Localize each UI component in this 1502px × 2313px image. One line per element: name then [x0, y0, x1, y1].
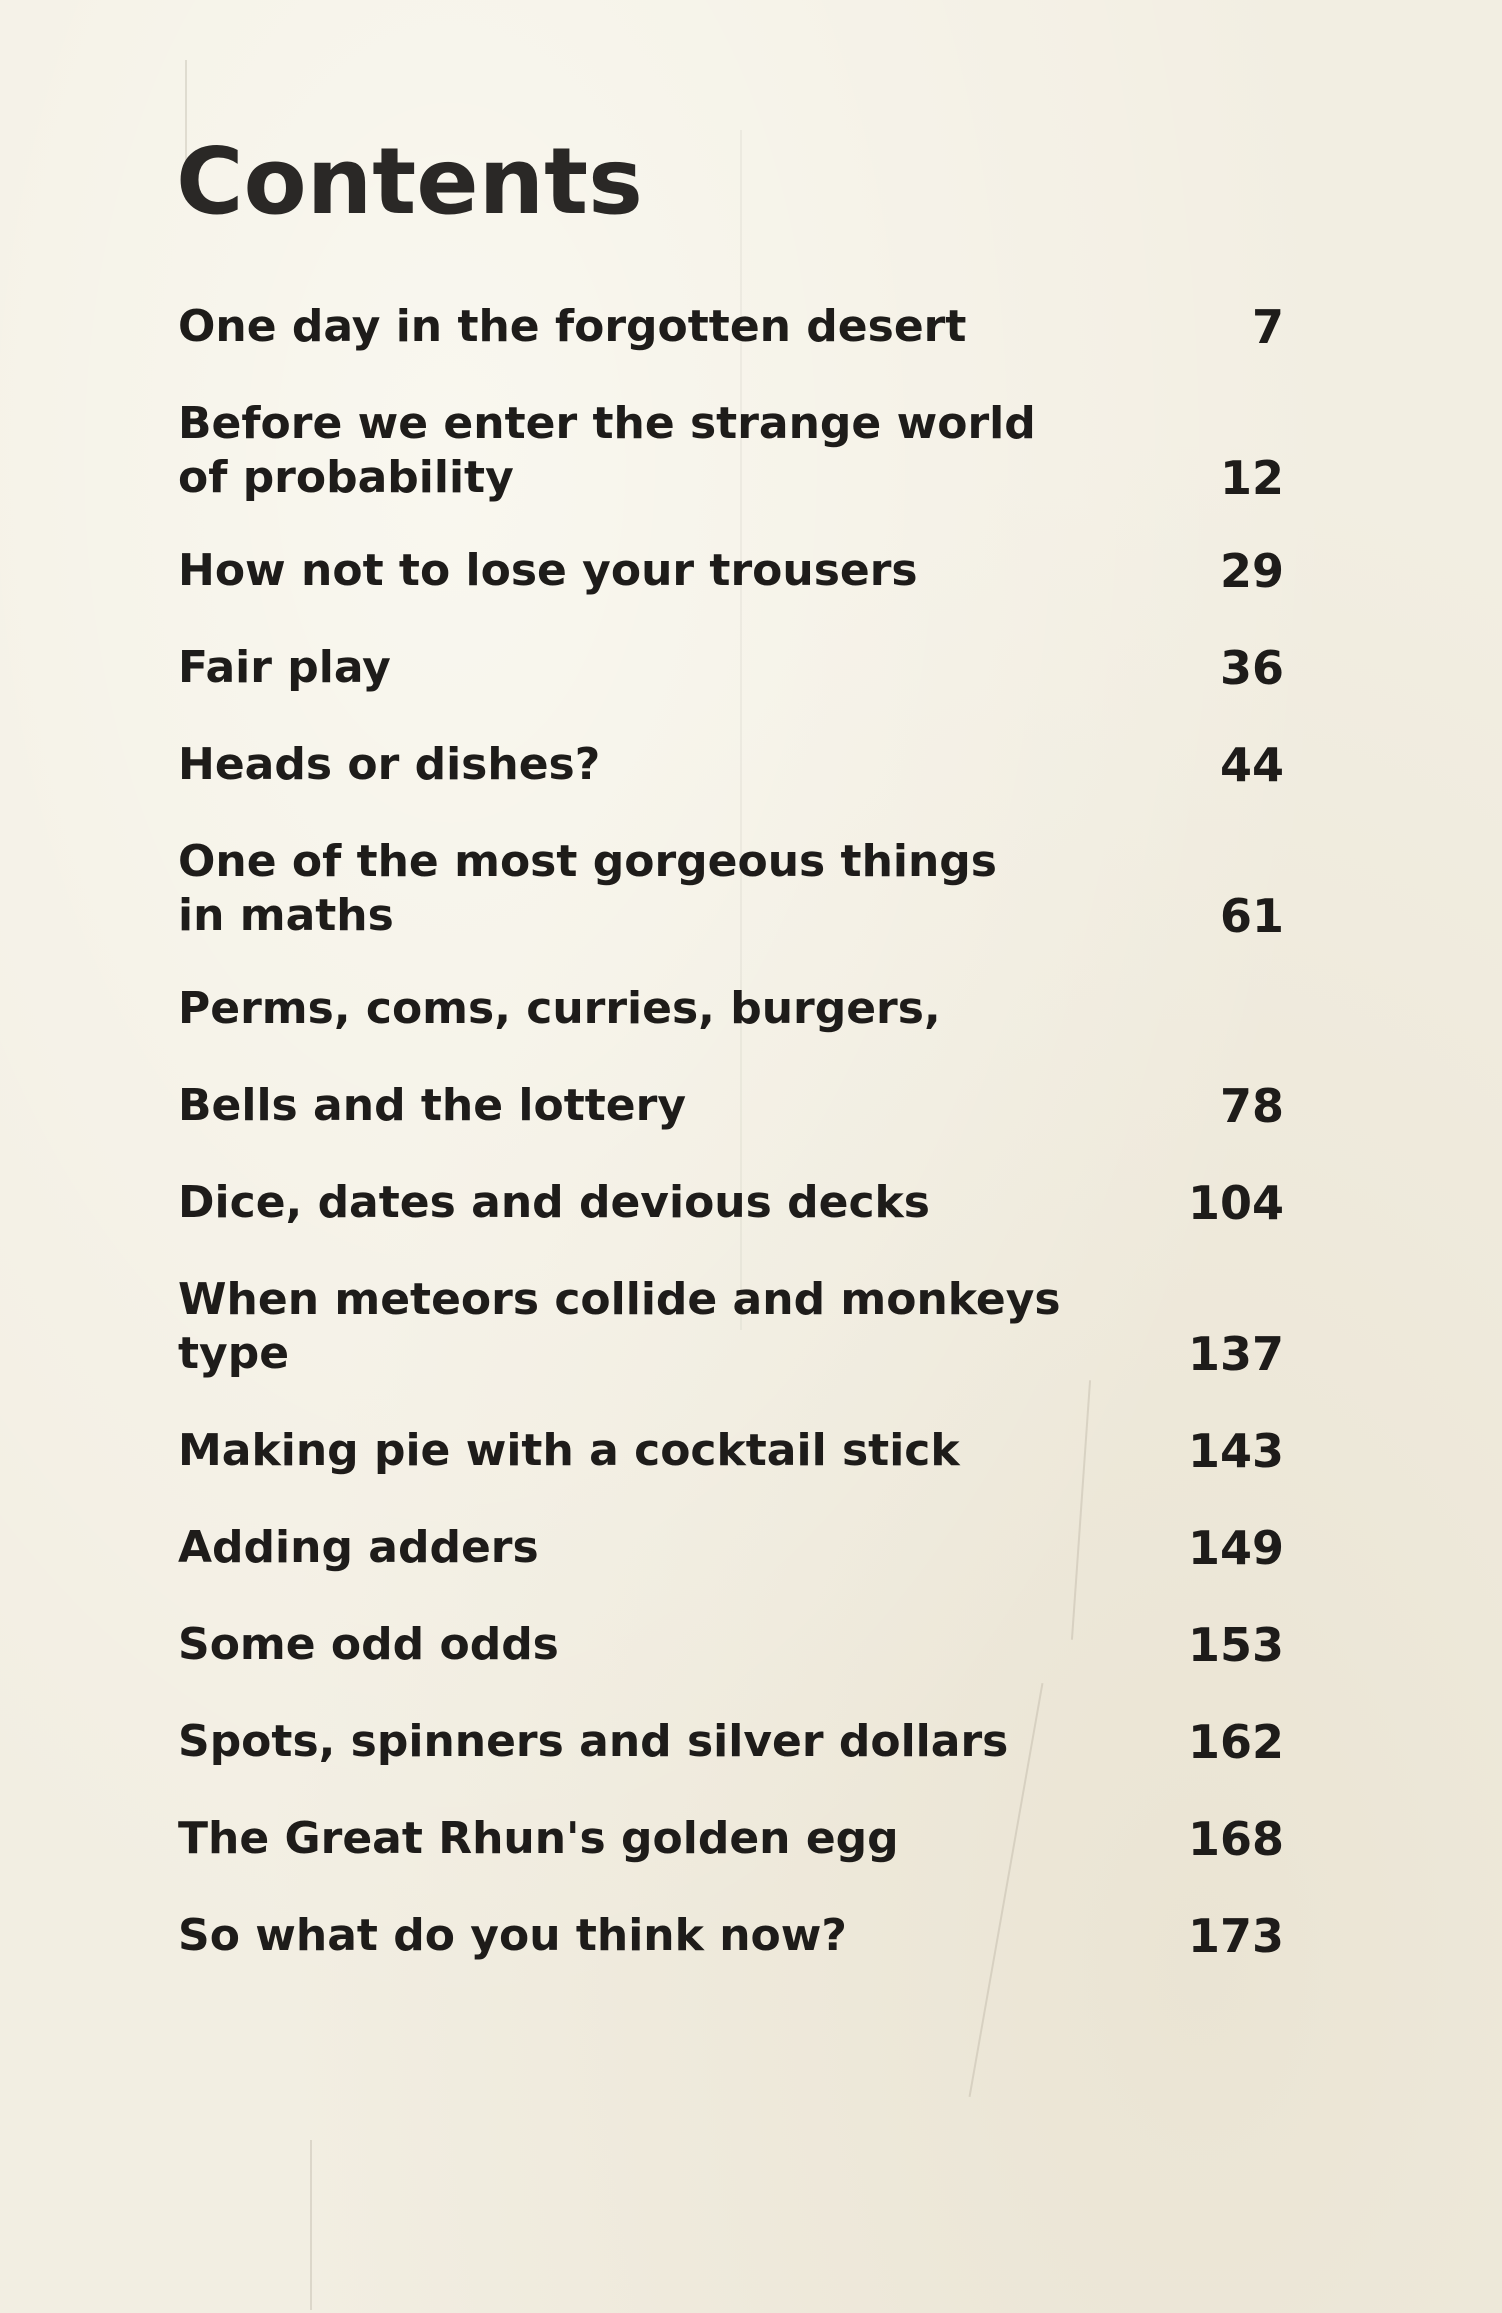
toc-entry-page: 29 [1219, 544, 1284, 598]
paper-crease [310, 2140, 312, 2310]
toc-entry [178, 835, 1288, 943]
toc-entry-title: Adding adders [178, 1522, 539, 1573]
toc-entry-title: Bells and the lottery [178, 1080, 686, 1131]
toc-entry-page: 78 [1219, 1079, 1284, 1133]
toc-entry-page: 162 [1187, 1715, 1284, 1769]
toc-entry-page: 61 [1219, 889, 1284, 943]
toc-entry-page: 36 [1219, 641, 1284, 695]
toc-entry [178, 397, 1288, 505]
toc-entry [178, 1521, 1288, 1575]
toc-entry [178, 1812, 1288, 1866]
toc-entry [178, 1424, 1288, 1478]
toc-entry [178, 300, 1288, 354]
toc-entry-page: 7 [1251, 300, 1284, 354]
toc-entry [178, 982, 1288, 1036]
toc-entry-title: Before we enter the strange world of probability [178, 398, 1036, 503]
toc-entry-page: 44 [1219, 738, 1284, 792]
toc-entry-page: 104 [1187, 1176, 1284, 1230]
toc-entry [178, 1618, 1288, 1672]
toc-entry-title: One of the most gorgeous things in maths [178, 836, 997, 941]
toc-entry [178, 544, 1288, 598]
toc-entry [178, 641, 1288, 695]
toc-entry [178, 1176, 1288, 1230]
toc-entry [178, 1079, 1288, 1133]
toc-entry-title: Heads or dishes? [178, 739, 601, 790]
toc-entry-page: 173 [1187, 1909, 1284, 1963]
toc-entry [178, 1715, 1288, 1769]
toc-entry-title: Some odd odds [178, 1619, 559, 1670]
toc-entry-page: 137 [1187, 1327, 1284, 1381]
toc-entry-title: So what do you think now? [178, 1910, 847, 1961]
page-title: Contents [176, 128, 643, 235]
toc-entry-title: Perms, coms, curries, burgers, [178, 983, 941, 1034]
toc-entry-page: 12 [1219, 451, 1284, 505]
toc-entry-title: The Great Rhun's golden egg [178, 1813, 899, 1864]
toc-entry-page: 143 [1187, 1424, 1284, 1478]
toc-entry-title: One day in the forgotten desert [178, 301, 967, 352]
toc-entry-title: Dice, dates and devious decks [178, 1177, 930, 1228]
toc-entry-title: How not to lose your trousers [178, 545, 918, 596]
toc-entry [178, 1273, 1288, 1381]
toc-entry-page: 168 [1187, 1812, 1284, 1866]
toc-entry-title: Spots, spinners and silver dollars [178, 1716, 1009, 1767]
toc-entry [178, 1909, 1288, 1963]
toc-entry-title: When meteors collide and monkeys type [178, 1274, 1061, 1379]
toc-entry-title: Making pie with a cocktail stick [178, 1425, 960, 1476]
toc-entry [178, 738, 1288, 792]
toc-entry-title: Fair play [178, 642, 391, 693]
toc-entry-page: 153 [1187, 1618, 1284, 1672]
table-of-contents [178, 300, 1288, 2006]
toc-entry-page: 149 [1187, 1521, 1284, 1575]
